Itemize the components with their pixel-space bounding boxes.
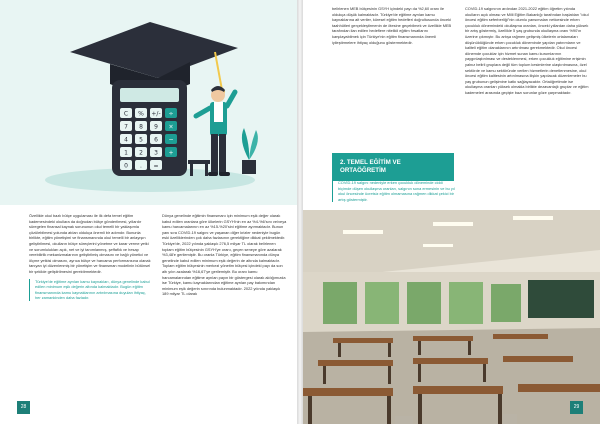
body-paragraph: belirlenen MEB bütçesinin GSYH içindeki payı da %2,60 oranı ile oldukça düşük kalmaktadır. Türkiye'de eğitime ayrılan kamu kaynaklarına ait veriler, küresel eğitim hedefleri doğrultusunda önceki taahhütleri gerçekleştirmenin de ötesine geçebilmek ve özellikle MEB tarafından ilan edilen hedeflere nitelikli eğitim fırsatlarını karşılayabilmek için Türkiye'nin eğitim finansmanında önemli iyileştirmelere ihtiyaç olduğunu göstermektedir. [332, 6, 452, 45]
body-paragraph: Dünya genelinde eğitimin finansmanı için minimum eşik değer olarak kabul edilen oranlara göre ülkelerin GSYH'nin en az %4-%6'sını ve/veya kamu harcamalarının en az %15-%20'sini eğitime ayırmaktadır. Bunun yanı sıra COVID-19 salgını ve yaşanan diğer krizler nedeniyle bugün eski özelliklerinden çok daha fazlasının gerektiğine dikkat çekilmektedir. Türkiye'de, 2022 yılında yaklaşık 276,5 milyar TL olarak belirlenen toplam eğitim bütçesinin GSYH'ye oranı, geçen seneye göre azalarak %3,48'e gerilemiştir. Bu oranla Türkiye, eğitim finansmanında dünya genelinde kabul edilen minimum eşik değerin de altında kalmaktadır. Toplam eğitim bütçesinin merkezi yönetim bütçesi içindeki payı da son altı yılın azalarak %16,67'ye gerilemiştir. Bu oranı kamu harcamalarından eğitime ayrılan payın bir göstergesi olarak aldığımızda ise Türkiye, kamu kaynaklarından eğitime ayrılan pay bakımından minimum eşik değerin sınırında bulunmaktadır. 2022 yılında yaklaşık 189 milyar TL olarak [162, 213, 287, 297]
graduation-calculator-illustration [0, 0, 297, 205]
calculator-key-label: + [168, 149, 174, 157]
illustration-svg [0, 0, 297, 205]
left-column-2 [162, 213, 287, 301]
right-column-1-text [332, 6, 454, 49]
body-paragraph: COVID-19 salgınının ardından 2021-2022 eğitim öğretim yılında okulların açık olması ve Milli Eğitim Bakanlığı tarafından başlatılan "okul öncesi eğitim seferberliği"nin olumlu yansımaları neticesinde erken çocukluk dönemindeki okullaşma oranları, önceki yıllardan daha yüksek bir artış göstermiş, özellikle 5 yaş grubunda okullaşma oranı %90'ın üzerine çıkmıştır. Bu artışa rağmen gelişmiş ülkelerin ortalamaları düşünüldüğünde erken çocukluk döneminde yapılan yatırımların ve kaliteli eğitim olanaklarının artırılması gerekmektedir. Okul öncesi dönemde çocuklar için hizmet sunan kamu kurumlarının yaygınlaştırılması ve desteklenmesi, erken çocukluk eğitimine erişimin yalnız belirli gruplara değil tüm toplum kesimlerine ulaştırılmasına, özel sektörde ve kamu sektöründe verilen hizmetlerin denetlenmesine, okul öncesi eğitim kalitesinin artırılmasına ilişkin yapılacak düzenlemeler bu yaş grubunun gelişimine katkı sağlayacaktır. Ortaöğretimde ise okullaşma oranları yüksek olmakla birlikte dezavantajlı gruplar ve eğitim kademeleri arasında geçişte bazı sorunlar göze çarpmaktadır. [465, 6, 589, 95]
page-number: 28 [17, 401, 30, 414]
calculator-key-label: 2 [139, 149, 143, 157]
calculator-key-label: 9 [154, 123, 158, 131]
calculator-key-label: 7 [124, 123, 128, 131]
pull-quote: Türkiye'de eğitime ayrılan kamu kaynakları, dünya genelinde kabul edilen minimum eşik değerin altında kalmaktadır. Bugün eğitim finansmanında kamu kaynaklarının artırılmasına duyulan ihtiyaç, her zamankinden daha fazladır. [29, 279, 151, 301]
calculator-key-label: 8 [139, 123, 143, 131]
calculator-key-label: 6 [154, 136, 158, 144]
page-number: 29 [570, 401, 583, 414]
calculator-key-label: 5 [139, 136, 143, 144]
calculator-key-label: 1 [124, 149, 128, 157]
calculator-key-label: ÷ [168, 110, 174, 118]
calculator-key-label: = [153, 162, 159, 170]
calculator-key-label: − [168, 136, 174, 144]
calculator-key-label: 4 [124, 136, 128, 144]
pull-quote: COVID-19 salgını nedeniyle erken çocukluk döneminde ciddi biçimde düşen okullaşma oranları, salgının sona ermesinin ve bu yıl okul öncesinde ücretsiz eğitim olmamasına rağmen dikkat çekici bir artış göstermiştir. [332, 180, 455, 202]
calculator-key-label: 0 [124, 162, 128, 170]
calculator-key-label: +/- [151, 110, 161, 118]
left-page [0, 0, 297, 424]
calculator-key-label: 3 [154, 149, 158, 157]
classroom-photo [303, 210, 600, 424]
calculator-key-label: C [123, 110, 129, 118]
section-heading: 2. TEMEL EĞİTİM VE ORTAÖĞRETİM [332, 153, 454, 181]
right-page [303, 0, 600, 424]
classroom-svg [303, 210, 600, 424]
right-column-2 [465, 6, 590, 100]
calculator-screen [120, 88, 179, 102]
calculator-key-label: . [140, 162, 142, 170]
body-paragraph: Özellikle okul bazlı bütçe uygulaması ile ilk defa temel eğitim kademesindeki okullara da doğrudan bütçe gönderilmesi, yıllardır süregelen finansal kaynak sorununun okul temelli bir yaklaşımla çözülebilmesi yolunda atılan oldukça önemli bir adımdır. Bununla birlikte, eğitim yönetişimi ve finansmanında okul temelli bir anlayışın geliştirilmesi, okulların bütçe süreçlerini yönetme ve karar verme yetki ve sorumlulukları açık, net ve iyi tanımlanmış, şeffaflık ve hesap verebilirlik mekanizmalarının geliştirilmiş olmasını ve bağlı yönetici ve ölçme yetkisi olmasını, ayrıca bütçe ve harcama performansına olanak tanıyan iyi düzenlenmiş bir yönetişim ve finansman modelinin bütünsel bir şekilde geliştirilmesini gerektirmektedir. [29, 213, 151, 274]
calculator-key-label: % [138, 110, 144, 118]
calculator-key-label: × [168, 123, 174, 131]
left-column-1 [29, 213, 151, 305]
